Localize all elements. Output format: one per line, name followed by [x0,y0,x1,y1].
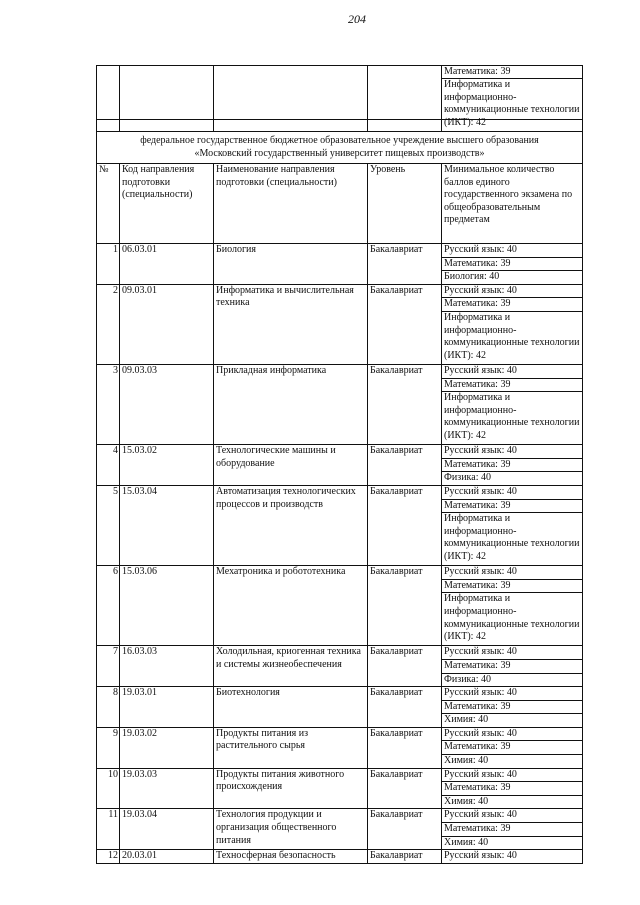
header-row [97,164,583,244]
program-name: Холодильная, криогенная техника и системы жизнеобеспечения [214,646,368,687]
subject-line: Химия: 40 [444,795,489,807]
subject-line: Физика: 40 [444,673,491,685]
table-row [97,727,583,768]
program-code: 19.03.02 [120,727,214,768]
subject-line: Русский язык: 40 [442,566,582,580]
table-row [97,646,583,687]
program-code: 09.03.03 [120,364,214,444]
table-row [97,850,583,864]
subject-line: Русский язык: 40 [442,646,582,660]
document-page [96,65,582,864]
program-name: Биотехнология [214,687,368,728]
program-name: Продукты питания из растительного сырья [214,727,368,768]
program-name: Технологические машины и оборудование [214,445,368,486]
min-scores-cell [442,364,583,444]
institution-row [97,132,583,164]
program-code: 15.03.02 [120,445,214,486]
subject-line: Русский язык: 40 [442,809,582,823]
subject-line: Информатика и информационно-коммуникационные технологии (ИКТ): 42 [444,392,580,441]
education-level: Бакалавриат [368,485,442,565]
subject-line: Математика: 39 [442,298,582,312]
education-level: Бакалавриат [368,850,442,864]
row-number: 6 [97,566,120,646]
education-level: Бакалавриат [368,244,442,285]
subject-line: Математика: 39 [442,66,582,79]
program-name: Прикладная информатика [214,364,368,444]
education-level: Бакалавриат [368,445,442,486]
spacer-row [97,120,583,132]
subject-line: Математика: 39 [442,500,582,514]
subject-line: Русский язык: 40 [442,769,582,783]
subject-line: Информатика и информационно-коммуникационные технологии (ИКТ): 42 [444,311,580,361]
table-row [97,809,583,850]
row-number: 1 [97,244,120,285]
program-name: Биология [214,244,368,285]
subject-line: Физика: 40 [444,472,491,484]
min-scores-cell [442,646,583,687]
table-row [97,364,583,444]
admission-scores-table [96,65,583,864]
subject-line: Математика: 39 [442,258,582,272]
subject-line: Русский язык: 40 [442,244,582,258]
subject-line: Математика: 39 [442,823,582,837]
program-name: Техносферная безопасность [214,850,368,864]
education-level: Бакалавриат [368,566,442,646]
min-scores-cell [442,284,583,364]
subject-line: Русский язык: 40 [442,285,582,299]
program-code: 19.03.03 [120,768,214,809]
top-fragment-row [97,66,583,120]
row-number: 7 [97,646,120,687]
education-level: Бакалавриат [368,768,442,809]
table-row [97,485,583,565]
program-name: Мехатроника и робототехника [214,566,368,646]
subject-line: Математика: 39 [442,782,582,796]
program-name: Продукты питания животного происхождения [214,768,368,809]
min-scores-cell [442,727,583,768]
min-scores-cell [442,768,583,809]
education-level: Бакалавриат [368,284,442,364]
subject-line: Русский язык: 40 [442,365,582,379]
subject-line: Информатика и информационно-коммуникационные технологии (ИКТ): 42 [444,513,580,562]
header-name: Наименование направления подготовки (специальности) [214,164,368,244]
row-number: 9 [97,727,120,768]
table-row [97,445,583,486]
row-number: 11 [97,809,120,850]
min-scores-cell [442,687,583,728]
subject-line: Русский язык: 40 [442,445,582,459]
subject-line: Математика: 39 [442,741,582,755]
min-scores-cell [442,244,583,285]
subject-line: Информатика и информационно-коммуникационные технологии (ИКТ): 42 [444,593,580,643]
program-code: 09.03.01 [120,284,214,364]
subject-line: Химия: 40 [444,714,489,726]
education-level: Бакалавриат [368,646,442,687]
row-number: 2 [97,284,120,364]
header-code: Код направления подготовки (специальности) [120,164,214,244]
program-code: 19.03.04 [120,809,214,850]
subject-line: Математика: 39 [442,580,582,594]
row-number: 3 [97,364,120,444]
education-level: Бакалавриат [368,687,442,728]
subject-line: Математика: 39 [442,379,582,393]
institution-name: федеральное государственное бюджетное образовательное учреждение высшего образования «Московский государственный университет пищевых производств» [97,132,583,164]
min-scores-cell [442,566,583,646]
header-num: № [97,164,120,244]
min-scores-cell [442,850,583,864]
header-min-score: Минимальное количество баллов единого государственного экзамена по общеобразовательным предметам [442,164,583,244]
row-number: 4 [97,445,120,486]
table-row [97,566,583,646]
program-code: 16.03.03 [120,646,214,687]
program-name: Технология продукции и организация общественного питания [214,809,368,850]
min-scores-cell [442,485,583,565]
subject-line: Химия: 40 [444,755,489,767]
table-row [97,244,583,285]
subject-line: Математика: 39 [442,701,582,715]
program-name: Информатика и вычислительная техника [214,284,368,364]
program-code: 06.03.01 [120,244,214,285]
program-code: 15.03.04 [120,485,214,565]
row-number: 5 [97,485,120,565]
program-code: 15.03.06 [120,566,214,646]
min-scores-cell [442,445,583,486]
table-row [97,284,583,364]
top-fragment-subjects [442,66,583,128]
subject-line: Русский язык: 40 [444,850,517,862]
subject-line: Информатика и информационно-коммуникационные технологии (ИКТ): 42 [444,79,580,128]
education-level: Бакалавриат [368,809,442,850]
subject-line: Русский язык: 40 [442,687,582,701]
subject-line: Математика: 39 [442,660,582,674]
education-level: Бакалавриат [368,727,442,768]
subject-line: Биология: 40 [444,271,500,283]
table-row [97,687,583,728]
page-number: 204 [348,12,366,26]
subject-line: Химия: 40 [444,836,489,848]
subject-line: Русский язык: 40 [442,728,582,742]
header-level: Уровень [368,164,442,244]
row-number: 8 [97,687,120,728]
program-code: 19.03.01 [120,687,214,728]
subject-line: Русский язык: 40 [442,486,582,500]
row-number: 10 [97,768,120,809]
program-code: 20.03.01 [120,850,214,864]
min-scores-cell [442,809,583,850]
subject-line: Математика: 39 [442,459,582,473]
row-number: 12 [97,850,120,864]
program-name: Автоматизация технологических процессов и производств [214,485,368,565]
table-row [97,768,583,809]
education-level: Бакалавриат [368,364,442,444]
